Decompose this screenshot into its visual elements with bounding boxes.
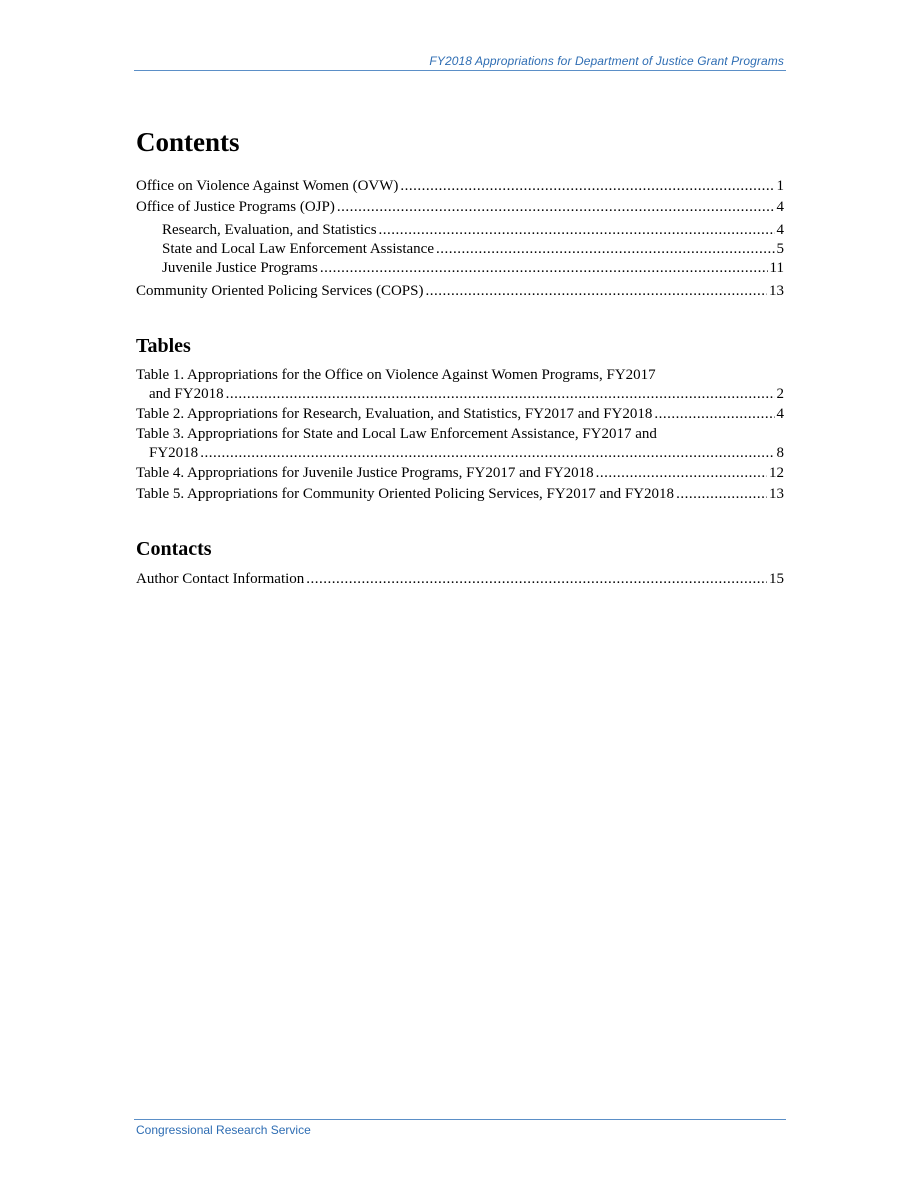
toc-entry-text: Office on Violence Against Women (OVW) <box>136 178 399 194</box>
toc-entry-page: 1 <box>776 178 784 194</box>
toc-entry-page: 12 <box>769 465 784 481</box>
toc-entry-state-local[interactable] <box>136 240 784 259</box>
toc-entry-text-continued: and FY2018 <box>149 386 224 402</box>
footer-text: Congressional Research Service <box>136 1123 311 1137</box>
toc-entry-page: 4 <box>776 199 784 215</box>
toc-entry-page: 4 <box>776 222 784 238</box>
toc-entry-ovw[interactable] <box>136 176 784 197</box>
toc-entry-table-3[interactable] <box>136 425 784 463</box>
toc-entry-research[interactable] <box>136 221 784 240</box>
toc-entry-text: Community Oriented Policing Services (COPS) <box>136 283 424 299</box>
toc-entry-table-5[interactable] <box>136 484 784 505</box>
toc-entry-text: Table 4. Appropriations for Juvenile Justice Programs, FY2017 and FY2018 <box>136 465 594 481</box>
running-title: FY2018 Appropriations for Department of Justice Grant Programs <box>429 54 784 68</box>
toc-entry-page: 2 <box>776 386 784 402</box>
toc-entry-text: Office of Justice Programs (OJP) <box>136 199 335 215</box>
toc-entry-page: 13 <box>769 486 784 502</box>
contacts-heading: Contacts <box>136 538 212 560</box>
toc-entry-text: Author Contact Information <box>136 571 305 587</box>
toc-entry-cops[interactable] <box>136 281 784 302</box>
running-header <box>134 54 786 71</box>
toc-entry-text: Research, Evaluation, and Statistics <box>162 222 377 238</box>
page-footer <box>134 1119 786 1137</box>
toc-entry-text: State and Local Law Enforcement Assistance <box>162 241 434 257</box>
toc-entry-page: 8 <box>776 445 784 461</box>
toc-entry-juvenile[interactable] <box>136 259 784 278</box>
toc-entry-page: 11 <box>769 260 784 276</box>
toc-entry-table-2[interactable] <box>136 404 784 425</box>
toc-entry-author-contact[interactable] <box>136 569 784 590</box>
toc-entry-table-1[interactable] <box>136 366 784 404</box>
toc-entry-text: Juvenile Justice Programs <box>162 260 318 276</box>
toc-entry-page: 13 <box>769 283 784 299</box>
toc-entry-page: 4 <box>776 406 784 422</box>
toc-entry-table-4[interactable] <box>136 463 784 484</box>
toc-entry-text: Table 3. Appropriations for State and Local Law Enforcement Assistance, FY2017 and <box>136 426 657 442</box>
contents-heading: Contents <box>136 127 240 157</box>
toc-entry-text: Table 1. Appropriations for the Office on Violence Against Women Programs, FY2017 <box>136 367 656 383</box>
toc-entry-page: 15 <box>769 571 784 587</box>
toc-entry-ojp[interactable] <box>136 197 784 218</box>
tables-heading: Tables <box>136 335 191 357</box>
toc-entry-page: 5 <box>776 241 784 257</box>
table-of-contents <box>136 126 784 590</box>
toc-entry-text: Table 2. Appropriations for Research, Evaluation, and Statistics, FY2017 and FY2018 <box>136 406 653 422</box>
toc-entry-text-continued: FY2018 <box>149 445 199 461</box>
toc-entry-text: Table 5. Appropriations for Community Oriented Policing Services, FY2017 and FY2018 <box>136 486 675 502</box>
